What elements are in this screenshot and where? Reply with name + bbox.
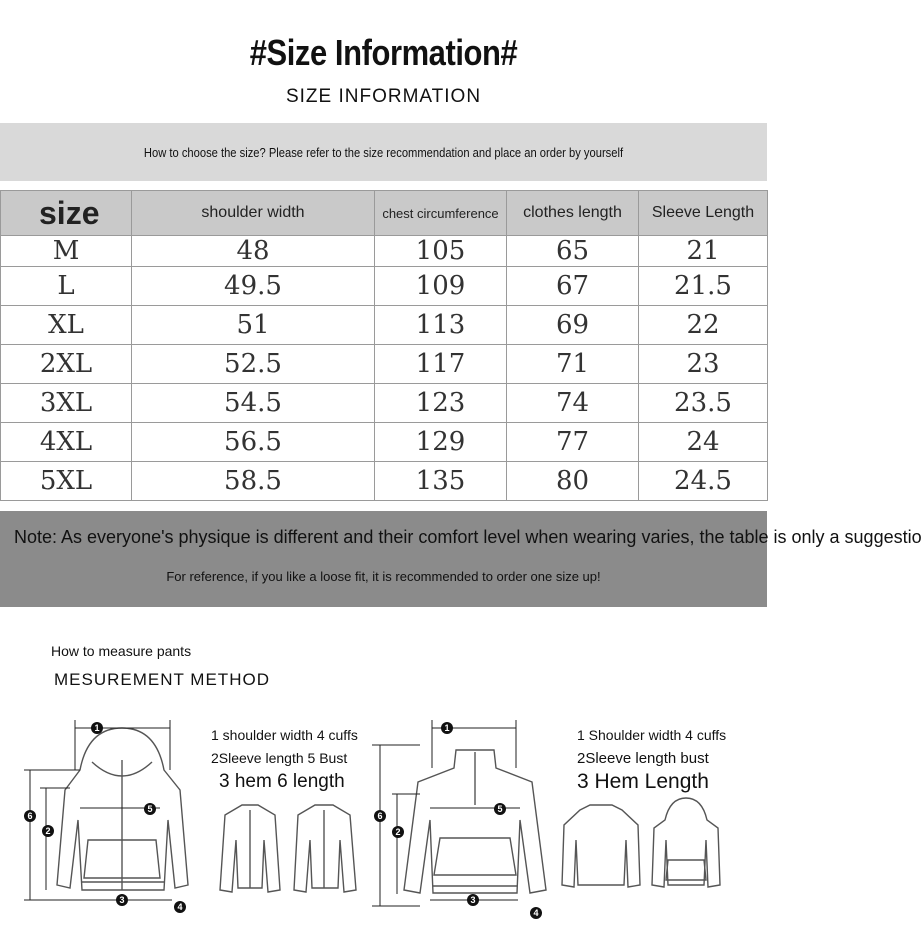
marker-label: 2 bbox=[395, 827, 401, 837]
note-line-2: For reference, if you like a loose fit, it is recommended to order one size up! bbox=[166, 569, 601, 584]
note-line-1: Note: As everyone's physique is different and their comfort level when wearing varies, the table is only a suggestio bbox=[14, 527, 922, 547]
measurement-cell: 123 bbox=[375, 384, 507, 423]
measurement-cell: 58.5 bbox=[132, 462, 375, 501]
measurement-cell: 67 bbox=[507, 267, 639, 306]
measurement-cell: 48 bbox=[132, 236, 375, 267]
legend-right-line-1: 1 Shoulder width 4 cuffs bbox=[577, 727, 727, 743]
measurement-cell: 109 bbox=[375, 267, 507, 306]
measurement-cell: 24.5 bbox=[639, 462, 768, 501]
measurement-cell: 51 bbox=[132, 306, 375, 345]
table-row bbox=[1, 462, 768, 501]
jacket-sketch-2 bbox=[294, 805, 356, 892]
measurement-cell: 24 bbox=[639, 423, 768, 462]
measurement-cell: 77 bbox=[507, 423, 639, 462]
col-header-size: size bbox=[1, 191, 132, 236]
measurement-cell: 71 bbox=[507, 345, 639, 384]
measurement-cell: 113 bbox=[375, 306, 507, 345]
hoodie-sketch bbox=[652, 798, 720, 887]
size-cell: XL bbox=[1, 306, 132, 345]
measurement-cell: 52.5 bbox=[132, 345, 375, 384]
marker-label: 4 bbox=[177, 902, 183, 912]
measurement-cell: 22 bbox=[639, 306, 768, 345]
guide-text: How to choose the size? Please refer to the size recommendation and place an order by yourself bbox=[143, 145, 624, 160]
method-heading: MESUREMENT METHOD bbox=[54, 670, 270, 689]
measure-title: How to measure pants bbox=[51, 643, 192, 659]
table-row bbox=[1, 306, 768, 345]
size-table bbox=[0, 190, 768, 501]
table-row bbox=[1, 423, 768, 462]
measurement-diagrams bbox=[0, 710, 767, 939]
col-header-chest: chest circumference bbox=[375, 191, 507, 236]
jacket-sketch-1 bbox=[220, 805, 280, 892]
measurement-cell: 129 bbox=[375, 423, 507, 462]
sweater-sketch bbox=[562, 805, 640, 887]
marker-label: 2 bbox=[45, 826, 51, 836]
table-row bbox=[1, 345, 768, 384]
size-cell: M bbox=[1, 236, 132, 267]
measurement-cell: 21.5 bbox=[639, 267, 768, 306]
measurement-cell: 117 bbox=[375, 345, 507, 384]
measurement-cell: 56.5 bbox=[132, 423, 375, 462]
measurement-cell: 21 bbox=[639, 236, 768, 267]
measurement-cell: 74 bbox=[507, 384, 639, 423]
size-cell: L bbox=[1, 267, 132, 306]
marker-label: 5 bbox=[497, 804, 503, 814]
marker-label: 1 bbox=[94, 723, 100, 733]
col-header-shoulder: shoulder width bbox=[132, 191, 375, 236]
legend-right-line-3: 3 Hem Length bbox=[577, 770, 709, 793]
page-subtitle: SIZE INFORMATION bbox=[285, 86, 482, 107]
measurement-cell: 23 bbox=[639, 345, 768, 384]
measurement-cell: 69 bbox=[507, 306, 639, 345]
legend-left-line-2: 2Sleeve length 5 Bust bbox=[211, 750, 348, 766]
legend-right-line-2: 2Sleeve length bust bbox=[577, 750, 709, 767]
zip-hoodie-diagram bbox=[57, 728, 188, 890]
col-header-length: clothes length bbox=[507, 191, 639, 236]
marker-label: 1 bbox=[444, 723, 450, 733]
measurement-cell: 105 bbox=[375, 236, 507, 267]
table-header-row bbox=[1, 191, 768, 236]
pullover-diagram bbox=[404, 750, 546, 893]
marker-label: 6 bbox=[377, 811, 383, 821]
table-row bbox=[1, 236, 768, 267]
page-title: #Size Information# bbox=[249, 32, 518, 73]
marker-label: 4 bbox=[533, 908, 539, 918]
marker-label: 6 bbox=[27, 811, 33, 821]
measurement-cell: 23.5 bbox=[639, 384, 768, 423]
measurement-cell: 49.5 bbox=[132, 267, 375, 306]
col-header-sleeve: Sleeve Length bbox=[639, 191, 768, 236]
measurement-cell: 65 bbox=[507, 236, 639, 267]
measurement-cell: 80 bbox=[507, 462, 639, 501]
table-row bbox=[1, 384, 768, 423]
size-cell: 4XL bbox=[1, 423, 132, 462]
measurement-cell: 135 bbox=[375, 462, 507, 501]
note-band bbox=[0, 511, 922, 607]
marker-label: 5 bbox=[147, 804, 153, 814]
legend-left-line-1: 1 shoulder width 4 cuffs bbox=[211, 727, 358, 743]
size-cell: 5XL bbox=[1, 462, 132, 501]
legend-left-line-3: 3 hem 6 length bbox=[219, 771, 345, 792]
size-cell: 2XL bbox=[1, 345, 132, 384]
size-cell: 3XL bbox=[1, 384, 132, 423]
marker-label: 3 bbox=[470, 895, 476, 905]
marker-label: 3 bbox=[119, 895, 125, 905]
table-row bbox=[1, 267, 768, 306]
measurement-cell: 54.5 bbox=[132, 384, 375, 423]
